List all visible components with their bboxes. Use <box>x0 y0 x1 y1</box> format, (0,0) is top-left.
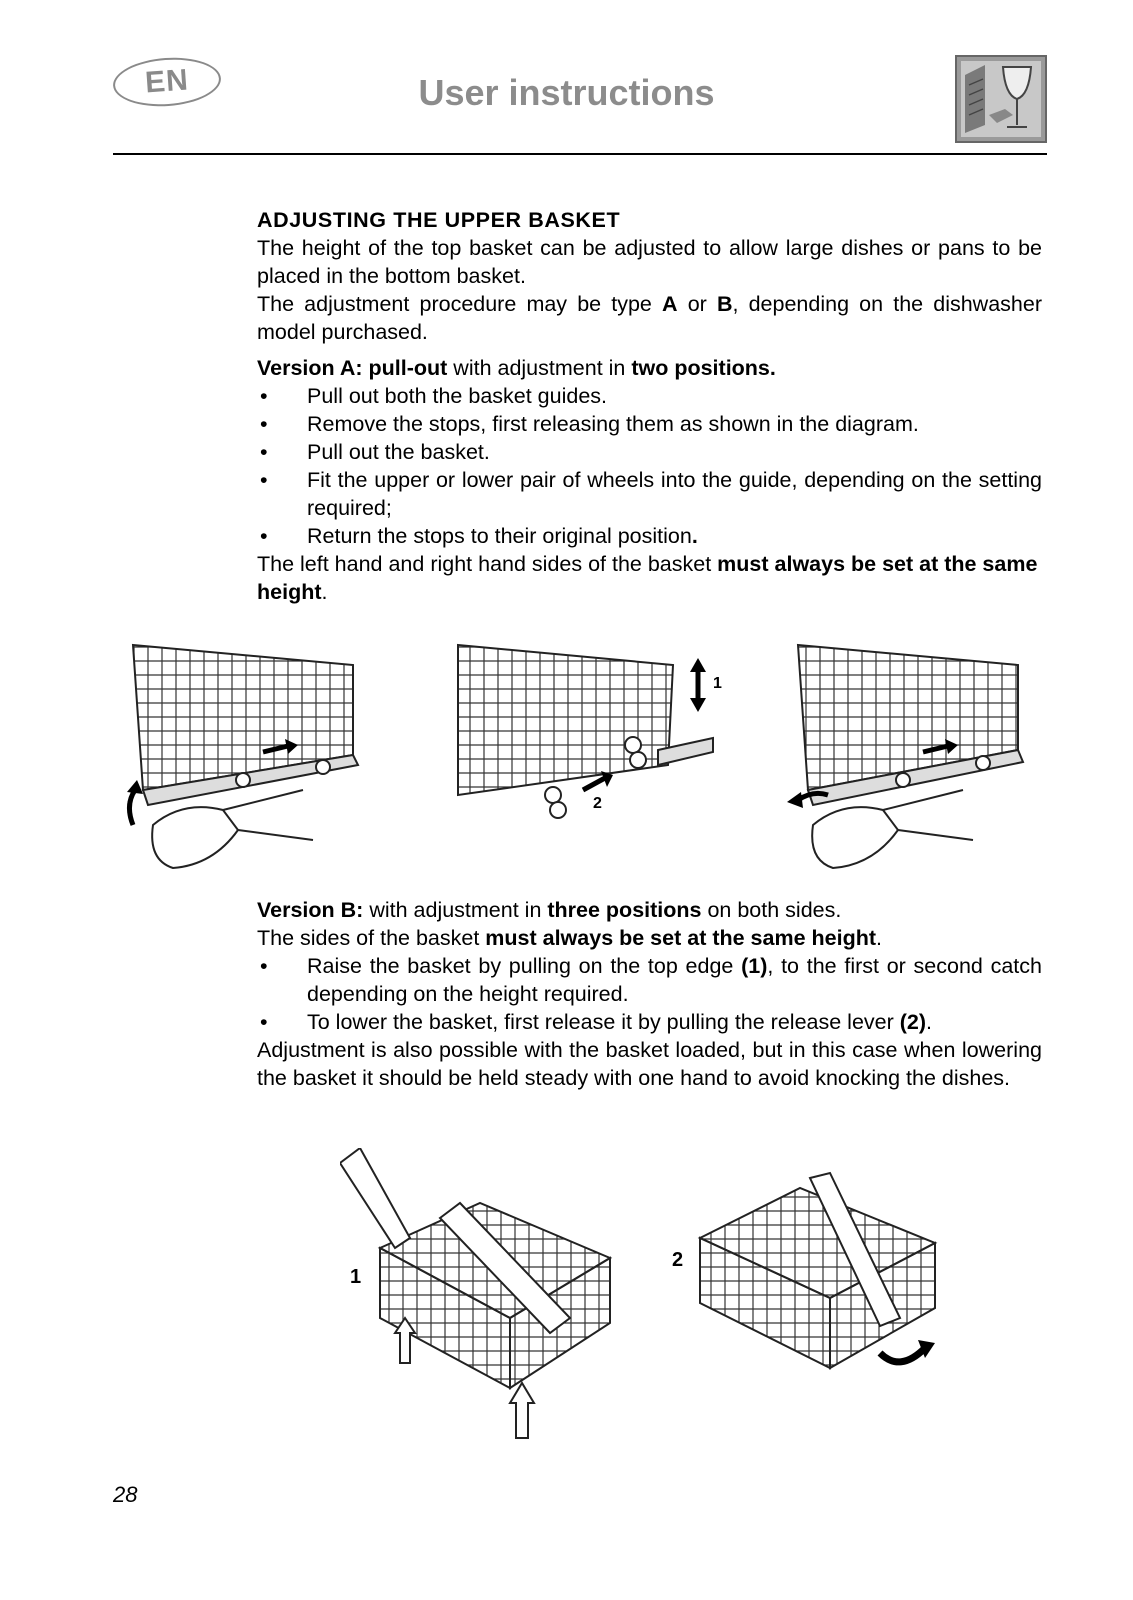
note-bold: must always be set at the same height <box>257 552 1038 604</box>
list-item <box>257 952 1042 1008</box>
section-heading: ADJUSTING THE UPPER BASKET <box>257 208 621 232</box>
same-height-note <box>257 550 1042 606</box>
intro-text-start: The adjustment procedure may be type <box>257 292 663 316</box>
version-a-emph: two positions. <box>631 356 776 380</box>
version-b-steps <box>257 952 1042 1036</box>
step1-text: Raise the basket by pulling on the top edge <box>307 954 742 978</box>
list-item-text: Return the stops to their original position <box>307 524 692 548</box>
version-b-illustration <box>340 1148 960 1458</box>
language-badge-text: EN <box>144 63 190 100</box>
step1-ref: (1) <box>741 954 768 978</box>
callout-1: 1 <box>350 1266 362 1288</box>
list-item: • Pull out both the basket guides. <box>257 382 1042 410</box>
intro-text-end: , depending on the dishwasher model purchased. <box>257 292 1042 344</box>
note-end: . <box>321 580 328 604</box>
callout-2: 2 <box>672 1249 684 1271</box>
version-b-end: on both sides. <box>701 898 842 922</box>
list-item <box>257 1008 1042 1036</box>
list-item: • Remove the stops, first releasing them as shown in the diagram. <box>257 410 1042 438</box>
callout-1: 1 <box>713 675 722 692</box>
sides-bold: must always be set at the same height <box>485 926 876 950</box>
version-a-label: Version A: pull-out <box>257 356 448 380</box>
list-item: • Pull out the basket. <box>257 438 1042 466</box>
header-divider <box>113 153 1047 155</box>
step2-text: To lower the basket, first release it by pulling the release lever <box>307 1010 900 1034</box>
version-b-heading <box>257 896 1042 924</box>
adjustment-type-paragraph <box>257 290 1042 346</box>
callout-2: 2 <box>593 795 602 812</box>
basket-panel-3 <box>787 645 1023 868</box>
version-a-mid: with adjustment in <box>447 356 632 380</box>
upper-basket-section <box>257 206 1042 606</box>
version-a-heading <box>257 354 1042 382</box>
type-a-label: A <box>662 292 678 316</box>
list-item-suffix: . <box>691 524 698 548</box>
list-item <box>257 522 1042 550</box>
list-item: • Fit the upper or lower pair of wheels into the guide, depending on the setting required; <box>257 466 1042 522</box>
version-b-emph: three positions <box>547 898 702 922</box>
page-title: User instructions <box>418 72 715 113</box>
intro-text-or: or <box>677 292 717 316</box>
step2-ref: (2) <box>899 1010 927 1034</box>
dishwasher-logo-icon <box>955 55 1047 143</box>
basket-panel-2 <box>458 645 722 818</box>
version-b-mid: with adjustment in <box>363 898 548 922</box>
sides-text: The sides of the basket <box>257 926 486 950</box>
sides-note <box>257 924 1042 952</box>
type-b-label: B <box>716 292 733 316</box>
basket-panel-1 <box>127 645 358 868</box>
raise-basket-panel <box>340 1148 610 1438</box>
version-b-label: Version B: <box>257 898 364 922</box>
page-number: 28 <box>113 1482 138 1507</box>
note-text: The left hand and right hand sides of the basket <box>257 552 718 576</box>
sides-end: . <box>876 926 882 950</box>
closing-paragraph: Adjustment is also possible with the basket loaded, but in this case when lowering the basket it should be held steady with one hand to avoid knocking the dishes. <box>257 1038 1042 1090</box>
intro-paragraph: The height of the top basket can be adjusted to allow large dishes or pans to be placed in the bottom basket. <box>257 236 1042 288</box>
lower-basket-panel <box>672 1173 935 1368</box>
version-b-section <box>257 896 1042 1092</box>
step1-text-end: , to the first or second catch depending on the height required. <box>307 954 1042 1006</box>
version-a-steps <box>257 382 1042 550</box>
version-a-illustration <box>113 640 1043 890</box>
step2-text-end: . <box>926 1010 933 1034</box>
